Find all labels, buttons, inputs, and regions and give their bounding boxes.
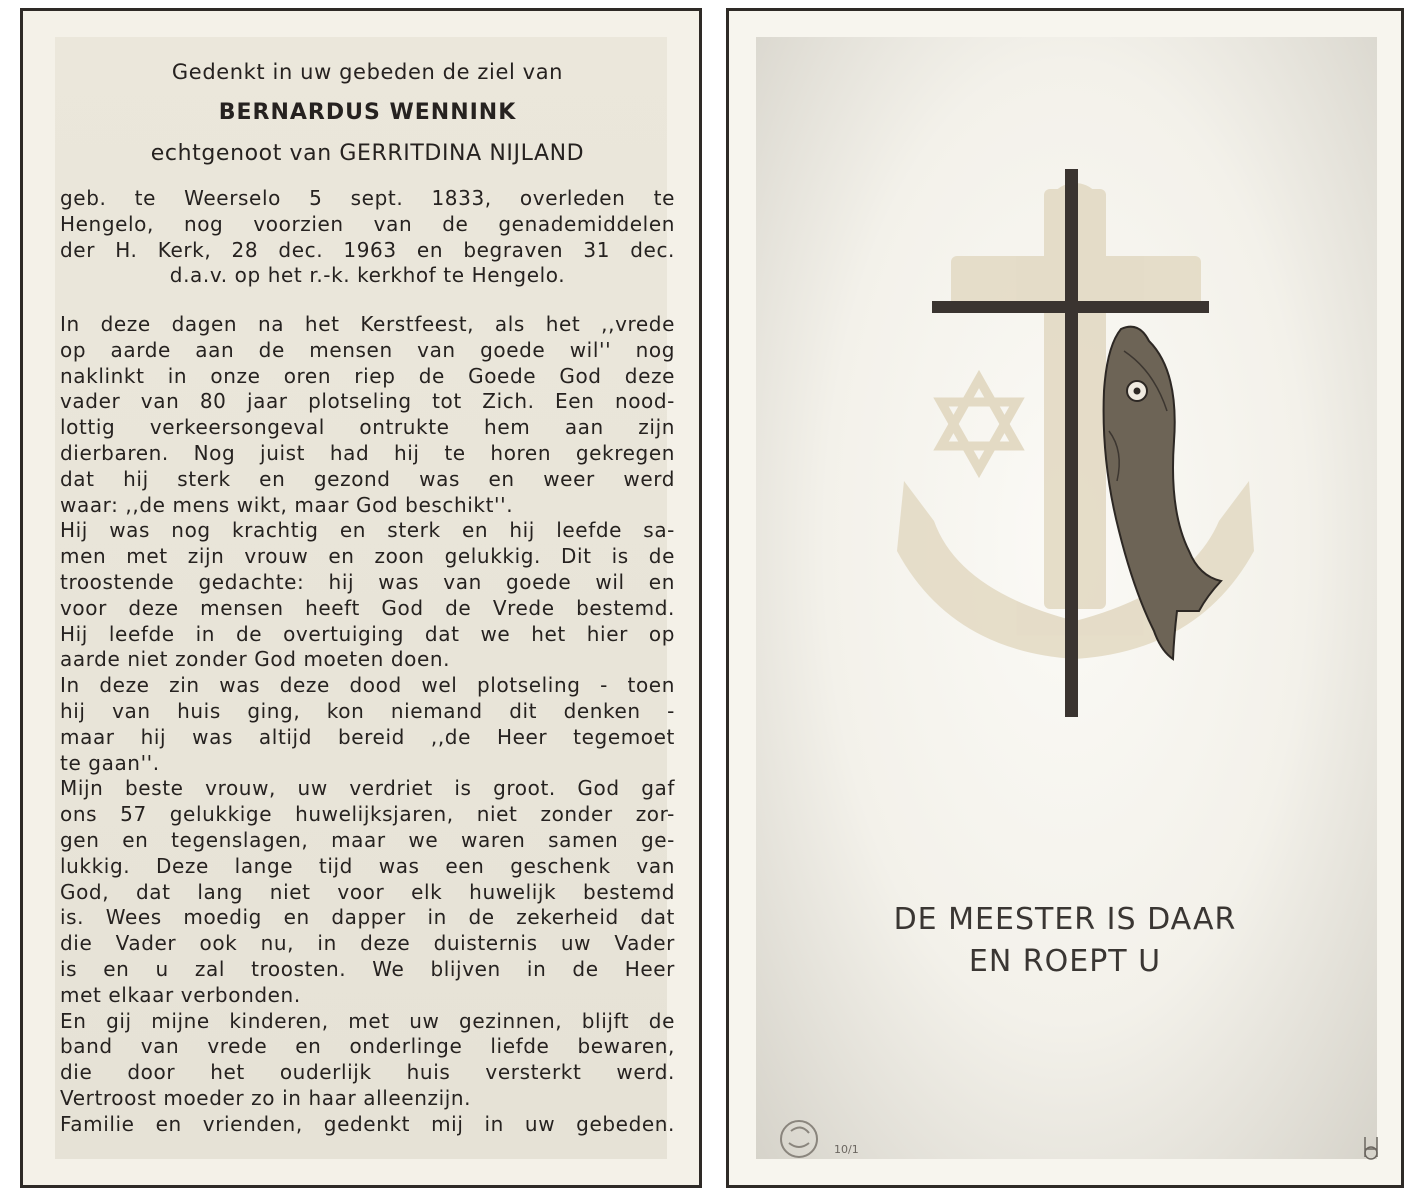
eulogy-line: maar hij was altijd bereid ,,de Heer tegemoet [60,724,675,749]
biography-line: geb. te Weerselo 5 sept. 1833, overleden te [60,186,675,210]
eulogy-line: die Vader ook nu, in deze duisternis uw Vader [60,931,675,956]
printer-mark-icon [1365,1137,1377,1159]
memorial-card-image-side [726,8,1404,1188]
eulogy-line: dierbaren. Nog juist had hij te horen gekregen [60,440,675,465]
eulogy-line: naklinkt in onze oren riep de Goede God deze [60,363,675,388]
eulogy-line: dat hij sterk en gezond was en weer werd [60,466,675,491]
eulogy-line: Vertroost moeder zo in haar alleenzijn. [60,1085,472,1110]
eulogy-line: aarde niet zonder God moeten doen. [60,647,451,672]
eulogy-line: Mijn beste vrouw, uw verdriet is groot. God gaf [60,776,675,801]
motto-line-1: DE MEESTER IS DAAR [893,902,1237,937]
biography-line: Hengelo, nog voorzien van de genademiddelen [60,211,675,236]
eulogy-line: die door het ouderlijk huis versterkt werd. [60,1060,675,1085]
printer-number: 10/1 [834,1143,859,1156]
eulogy-line: En gij mijne kinderen, met uw gezinnen, blijft de [60,1008,675,1033]
eulogy-line: met elkaar verbonden. [60,982,301,1007]
opening-line: Gedenkt in uw gebeden de ziel van [171,60,564,84]
eulogy-line: God, dat lang niet voor elk huwelijk bestemd [60,879,675,904]
eulogy-line: band van vrede en onderlinge liefde bewaren, [60,1034,675,1059]
eulogy-line: Familie en vrienden, gedenkt mij in uw gebeden. [60,1111,675,1136]
eulogy-line: hij van huis ging, kon niemand dit denken - [60,698,675,723]
biography-line: d.a.v. op het r.-k. kerkhof te Hengelo. [169,263,566,288]
eulogy-line: In deze zin was deze dood wel plotseling - toen [60,673,675,698]
eulogy-line: lottig verkeersongeval ontrukte hem aan zijn [60,415,675,440]
eulogy-line: op aarde aan de mensen van goede wil'' nog [60,337,675,362]
spouse-line: echtgenoot van GERRITDINA NIJLAND [150,141,585,166]
eulogy-line: waar: ,,de mens wikt, maar God beschikt''. [60,492,514,517]
eulogy-line: vader van 80 jaar plotseling tot Zich. Een nood- [60,389,675,414]
eulogy-line: te gaan''. [60,750,160,775]
eulogy-line: In deze dagen na het Kerstfeest, als het ,,vrede [60,312,675,336]
eulogy-line: troostende gedachte: hij was van goede wil en [60,569,675,594]
eulogy-line: gen en tegenslagen, maar we waren samen ge- [60,827,675,852]
deceased-name: BERNARDUS WENNINK [218,100,517,125]
biography-paragraph [60,186,675,289]
biography-line: der H. Kerk, 28 dec. 1963 en begraven 31 dec. [60,237,675,262]
eulogy-line: is en u zal troosten. We blijven in de Heer [60,956,675,981]
eulogy-line: ons 57 gelukkige huwelijksjaren, niet zonder zor- [60,802,675,827]
eulogy-line: is. Wees moedig en dapper in de zekerheid dat [60,905,675,930]
eulogy-line: voor deze mensen heeft God de Vrede bestemd. [60,595,675,620]
star-of-david-icon [941,379,1017,469]
eulogy-paragraph [60,312,675,1138]
eulogy-line: men met zijn vrouw en zoon gelukkig. Dit is de [60,544,675,569]
religious-illustration [729,11,1406,1191]
eulogy-line: Hij was nog krachtig en sterk en hij leefde sa- [60,518,675,543]
motto-text [729,899,1401,983]
motto-line-2: EN ROEPT U [968,944,1162,979]
printer-logo-icon [781,1121,817,1157]
eulogy-line: Hij leefde in de overtuiging dat we het hier op [60,621,675,646]
eulogy-line: lukkig. Deze lange tijd was een geschenk van [60,853,675,878]
